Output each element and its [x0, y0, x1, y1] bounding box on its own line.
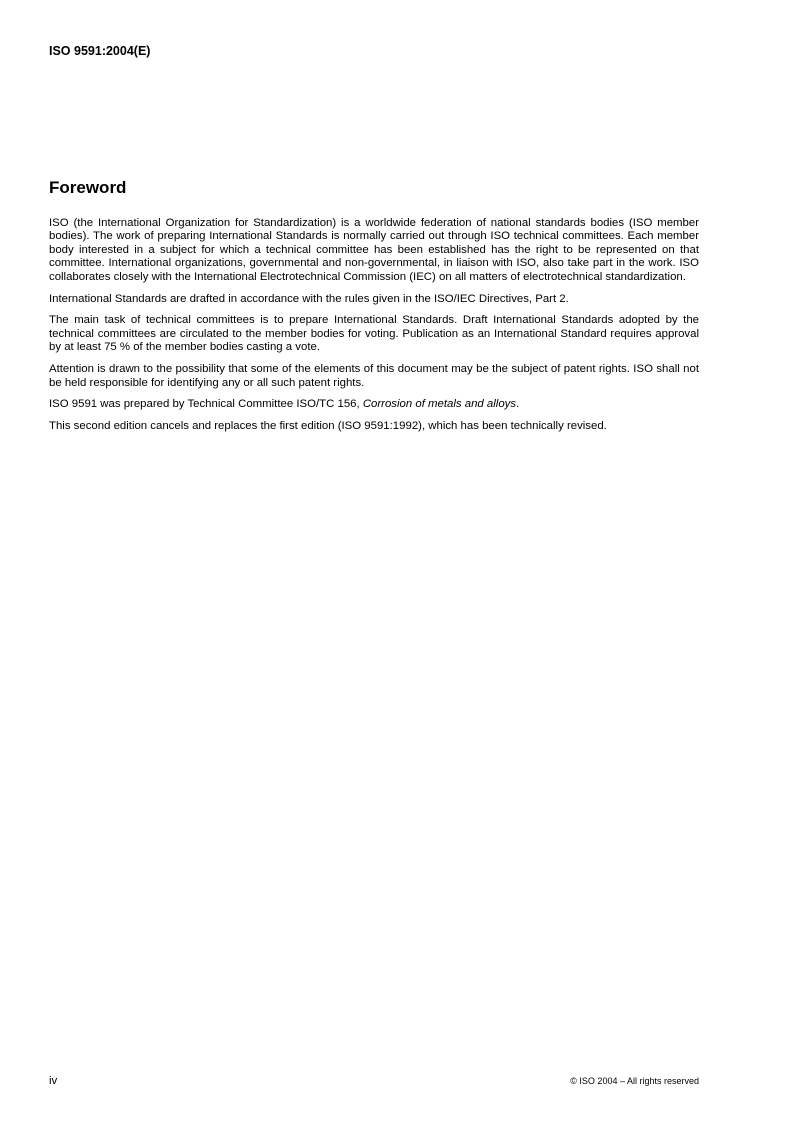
prepared-by-suffix: .	[516, 398, 520, 411]
copyright-notice: © ISO 2004 – All rights reserved	[570, 1076, 699, 1086]
page-number: iv	[49, 1075, 58, 1087]
paragraph-committee-task: The main task of technical committees is to prepare International Standards. Draft International Standards adopted by the technical committees are circulated to the member bodies for voting. Publication as an International Standard requires approval by at least 75 % of the member bodies casting a vote.	[49, 314, 699, 354]
prepared-by-prefix: ISO 9591 was prepared by Technical Committee ISO/TC 156,	[49, 398, 363, 411]
paragraph-iso-overview: ISO (the International Organization for Standardization) is a worldwide federation of national standards bodies (ISO member bodies). The work of preparing International Standards is normally carried out through ISO technical committees. Each member body interested in a subject for which a technical committee has been established has the right to be represented on that committee. International organizations, governmental and non-governmental, in liaison with ISO, also take part in the work. ISO collaborates closely with the International Electrotechnical Commission (IEC) on all matters of electrotechnical standardization.	[49, 217, 699, 283]
paragraph-directives: International Standards are drafted in accordance with the rules given in the ISO/IEC Directives, Part 2.	[49, 292, 569, 305]
paragraph-prepared-by	[49, 398, 699, 411]
document-id: ISO 9591:2004(E)	[49, 44, 151, 58]
committee-title: Corrosion of metals and alloys	[362, 398, 517, 411]
paragraph-edition: This second edition cancels and replaces the first edition (ISO 9591:1992), which has been technically revised.	[49, 420, 607, 433]
section-title: Foreword	[49, 178, 127, 197]
foreword-body	[49, 217, 699, 442]
paragraph-patent-rights: Attention is drawn to the possibility that some of the elements of this document may be the subject of patent rights. ISO shall not be held responsible for identifying any or all such patent rights.	[49, 363, 699, 389]
